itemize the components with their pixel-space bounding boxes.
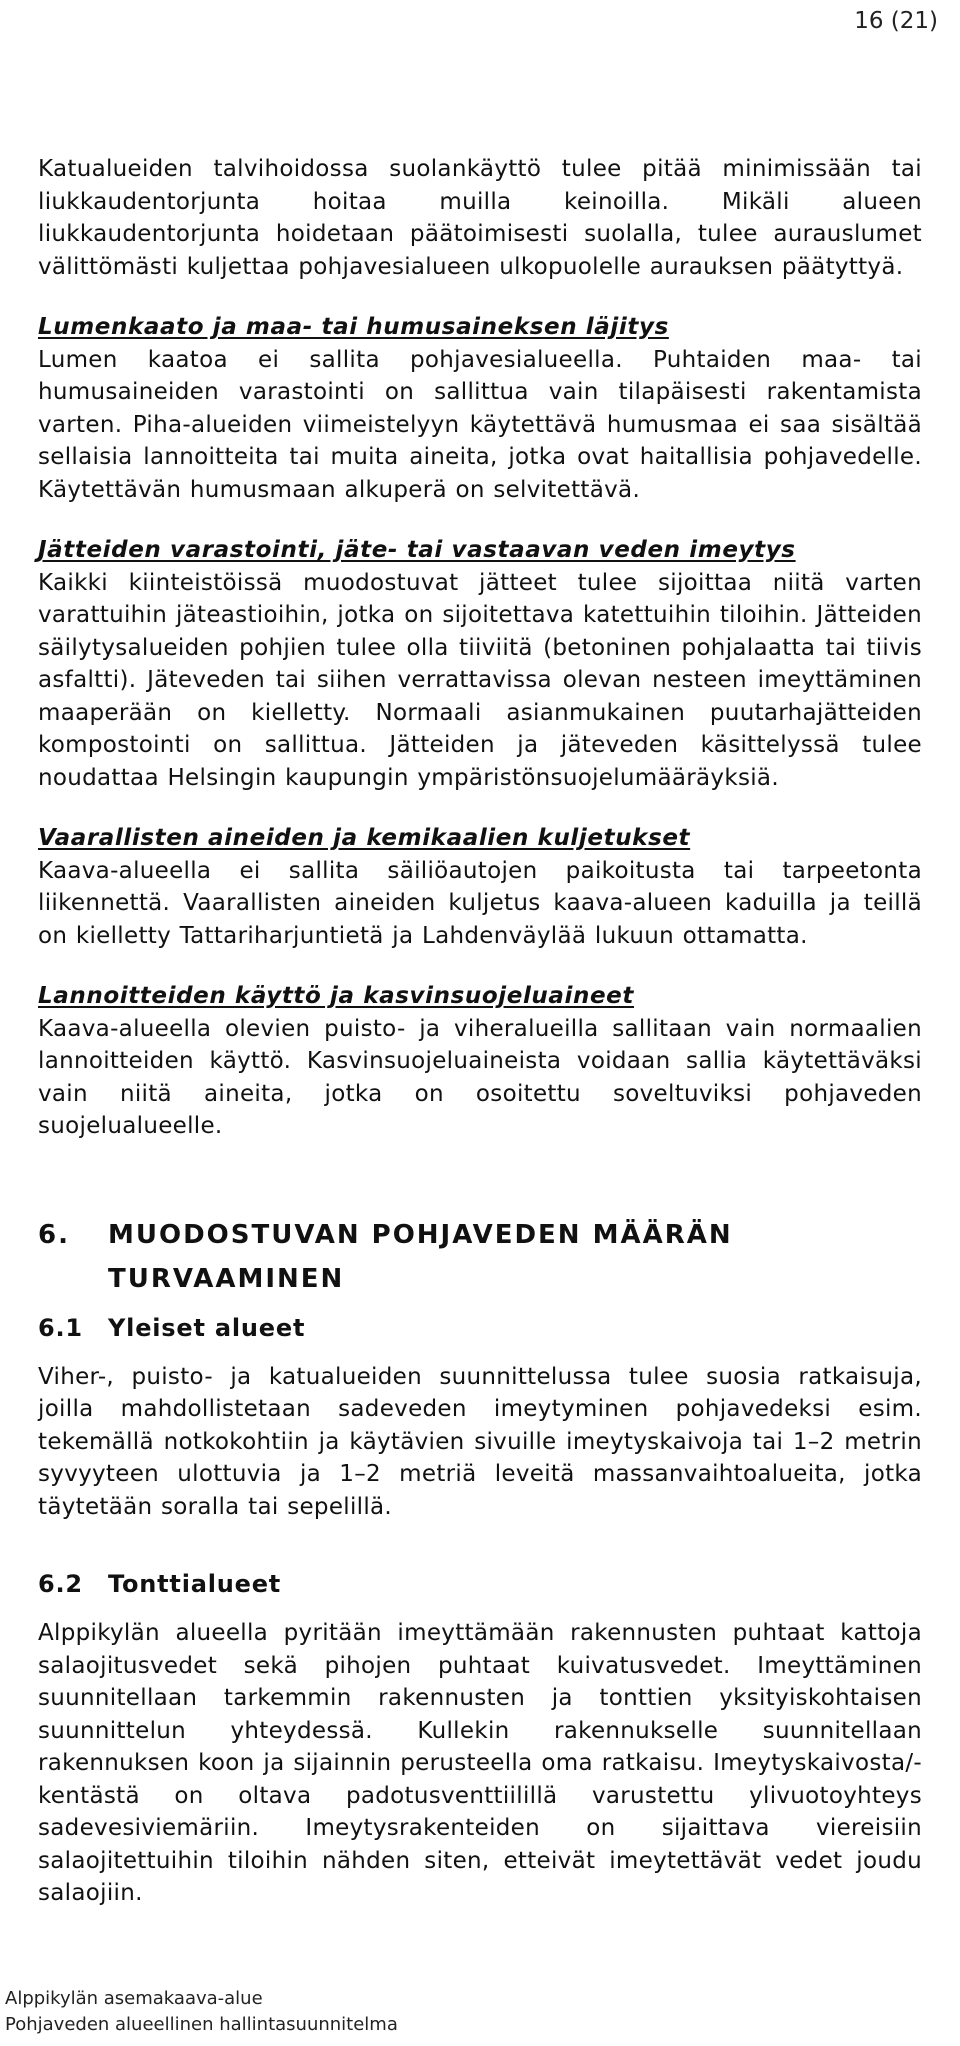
footer-line-1: Alppikylän asemakaava-alue (5, 1988, 263, 2009)
chapter-number: 6. (38, 1219, 70, 1250)
subsection-heading-6-1 (38, 1311, 922, 1345)
section-paragraph: Kaava-alueella ei sallita säiliöautojen paikoitusta tai tarpeetonta liikennettä. Vaarallisten aineiden kuljetus kaava-alueen kaduilla ja teillä on kielletty Tattariharjuntietä ja Lahdenväylää lukuun ottamatta. (38, 857, 922, 949)
section-lumenkaato (38, 311, 922, 506)
subsection-number: 6.2 (38, 1570, 83, 1598)
section-paragraph: Lumen kaatoa ei sallita pohjavesialueella. Puhtaiden maa- tai humusaineiden varastointi on sallittua vain tilapäisesti rakentamista varten. Piha-alueiden viimeistelyyn käytettävä humusmaa ei saa sisältää sellaisia lannoitteita tai muita aineita, jotka ovat haitallisia pohjavedelle. Käytettävän humusmaan alkuperä on selvitettävä. (38, 346, 922, 503)
footer-line-2: Pohjaveden alueellinen hallintasuunnitelma (5, 2014, 398, 2035)
chapter-heading (38, 1213, 922, 1301)
chapter-title: MUODOSTUVAN POHJAVEDEN MÄÄRÄN TURVAAMINEN (108, 1219, 733, 1294)
section-heading: Lannoitteiden käyttö ja kasvinsuojeluaineet (38, 983, 634, 1009)
subsection-number: 6.1 (38, 1313, 83, 1342)
section-heading: Lumenkaato ja maa- tai humusaineksen läjitys (38, 314, 669, 340)
section-jatteiden-varastointi (38, 534, 922, 794)
section-lannoitteet (38, 980, 922, 1143)
document-body (38, 153, 922, 1910)
subsection-paragraph: Viher-, puisto- ja katualueiden suunnittelussa tulee suosia ratkaisuja, joilla mahdollistetaan sadeveden imeytyminen pohjavedeksi esim. tekemällä notkokohtiin ja käytävien sivuille imeytyskaivoja tai 1–2 metrin syvyyteen ulottuvia ja 1–2 metriä leveitä massanvaihtoalueita, jotka täytetään soralla tai sepelillä. (38, 1363, 922, 1520)
subsection-title: Tonttialueet (108, 1570, 282, 1598)
page-number: 16 (21) (854, 8, 938, 34)
section-heading: Jätteiden varastointi, jäte- tai vastaavan veden imeytys (38, 537, 796, 563)
section-heading: Vaarallisten aineiden ja kemikaalien kuljetukset (38, 825, 691, 851)
section-paragraph: Kaava-alueella olevien puisto- ja viheralueilla sallitaan vain normaalien lannoitteiden käyttö. Kasvinsuojeluaineista voidaan sallia käytettäväksi vain niitä aineita, jotka on osoitettu soveltuviksi pohjaveden suojelualueelle. (38, 1015, 922, 1139)
subsection-paragraph: Alppikylän alueella pyritään imeyttämään rakennusten puhtaat kattoja salaojitusvedet sekä pihojen puhtaat kuivatusvedet. Imeyttäminen suunnitellaan tarkemmin rakennusten ja tonttien yksityiskohtaisen suunnittelun yhteydessä. Kullekin rakennukselle suunnitellaan rakennuksen koon ja sijainnin perusteella oma ratkaisu. Imeytyskaivosta/-kentästä on oltava padotusventtiilillä varustettu ylivuotoyhteys sadevesiviemäriin. Imeytysrakenteiden on sijaittava viereisiin salaojitettuihin tiloihin nähden siten, etteivät imeytettävät vedet joudu salaojiin. (38, 1620, 922, 1906)
section-paragraph: Kaikki kiinteistöissä muodostuvat jätteet tulee sijoittaa niitä varten varattuihin jäteastioihin, jotka on sijoitettava katettuihin tiloihin. Jätteiden säilytysalueiden pohjien tulee olla tiiviitä (betoninen pohjalaatta tai tiivis asfaltti). Jäteveden tai siihen verrattavissa olevan nesteen imeyttäminen maaperään on kielletty. Normaali asianmukainen puutarhajätteiden kompostointi on sallittua. Jätteiden ja jäteveden käsittelyssä tulee noudattaa Helsingin kaupungin ympäristönsuojelumääräyksiä. (38, 569, 922, 791)
intro-paragraph: Katualueiden talvihoidossa suolankäyttö tulee pitää minimissään tai liukkaudentorjunta hoitaa muilla keinoilla. Mikäli alueen liukkaudentorjunta hoidetaan päätoimisesti suolalla, tulee aurauslumet välittömästi kuljettaa pohjavesialueen ulkopuolelle aurauksen päätyttyä. (38, 156, 922, 280)
section-vaaralliset-aineet (38, 822, 922, 952)
subsection-heading-6-2 (38, 1567, 922, 1601)
page-footer (5, 1986, 398, 2038)
subsection-title: Yleiset alueet (108, 1313, 306, 1342)
